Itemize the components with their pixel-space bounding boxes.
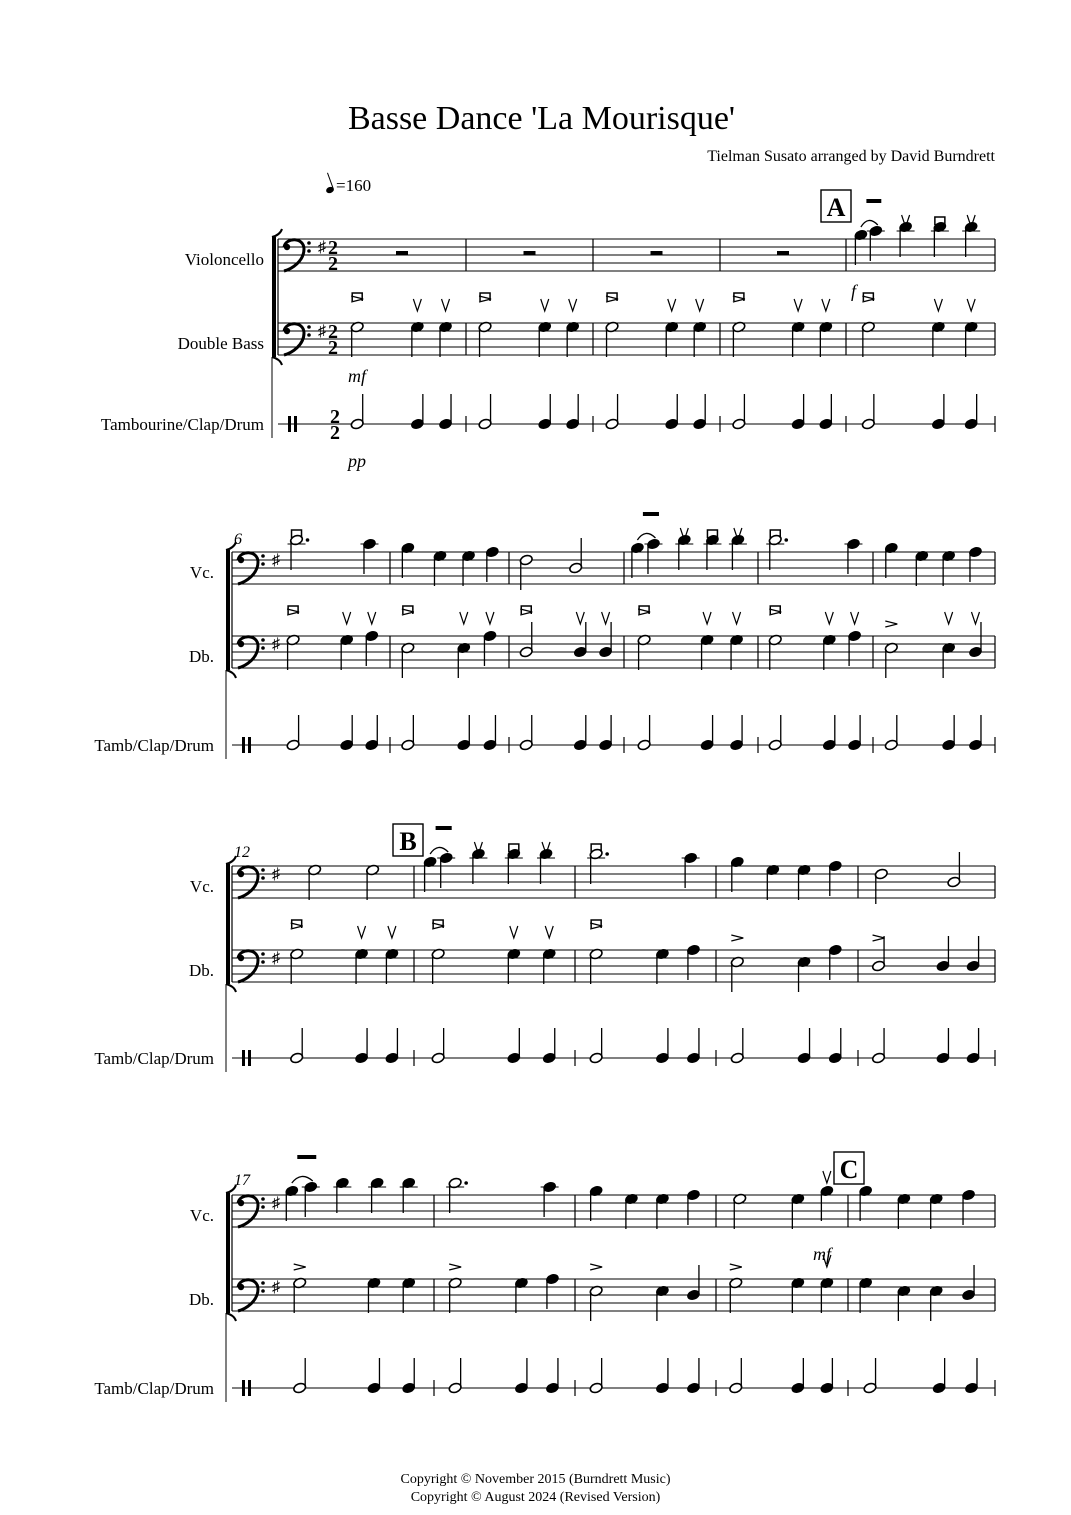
- key-signature-sharp: ♯: [272, 1195, 280, 1212]
- bass-clef-dot: [261, 638, 265, 642]
- percussion-clef-icon: [242, 737, 245, 753]
- bass-clef-dot: [261, 646, 265, 650]
- accent-icon: [606, 296, 618, 302]
- instrument-label-bass: Db.: [188, 647, 214, 666]
- accent-icon: [351, 296, 363, 302]
- bass-clef-dot: [238, 557, 244, 563]
- rehearsal-mark-B: B: [399, 827, 417, 856]
- copyright-line-1: Copyright © November 2015 (Burndrett Music): [400, 1472, 671, 1487]
- up-bow-icon: [823, 1171, 831, 1183]
- bracket-hook: [226, 984, 236, 992]
- up-bow-icon: [460, 612, 468, 624]
- bass-clef-dot: [261, 554, 265, 558]
- bracket-hook: [226, 670, 236, 678]
- copyright-line-2: Copyright © August 2024 (Revised Version): [410, 1490, 661, 1505]
- time-signature-numerator: 2: [328, 321, 338, 343]
- dot-icon: [605, 852, 609, 856]
- slur: [637, 533, 655, 540]
- time-signature-denominator: 2: [328, 337, 338, 359]
- accent-icon: [862, 296, 874, 302]
- accent-icon: [730, 1264, 742, 1270]
- system-bracket: [226, 550, 230, 670]
- bass-clef-dot: [238, 1200, 244, 1206]
- up-bow-icon: [703, 612, 711, 624]
- instrument-label-percussion: Tamb/Clap/Drum: [94, 1379, 214, 1398]
- bass-clef-dot: [261, 1205, 265, 1209]
- up-bow-icon: [794, 299, 802, 311]
- whole-rest-icon: [651, 251, 663, 255]
- percussion-clef-icon: [248, 737, 251, 753]
- bass-clef-dot: [307, 249, 311, 253]
- bracket-hook: [226, 1313, 236, 1321]
- instrument-label-percussion: Tambourine/Clap/Drum: [100, 415, 264, 434]
- bass-clef-dot: [284, 244, 290, 250]
- up-bow-icon: [934, 299, 942, 311]
- bass-clef-dot: [261, 562, 265, 566]
- slur: [861, 220, 878, 227]
- time-signature-denominator: 2: [328, 253, 338, 275]
- instrument-label-cello: Vc.: [189, 877, 214, 896]
- whole-rest-icon: [777, 251, 789, 255]
- up-bow-icon: [343, 612, 351, 624]
- measure-number: 6: [234, 531, 242, 548]
- system-bracket: [272, 237, 276, 357]
- accent-icon: [885, 621, 897, 627]
- bass-clef-dot: [261, 960, 265, 964]
- percussion-clef-icon: [294, 416, 297, 432]
- bass-clef-dot: [261, 876, 265, 880]
- measure-number: 17: [234, 1172, 250, 1189]
- up-bow-icon: [945, 612, 953, 624]
- system-bracket: [226, 864, 230, 984]
- accent-icon: [294, 1264, 306, 1270]
- accent-icon: [638, 609, 650, 615]
- rehearsal-mark-C: C: [839, 1155, 859, 1184]
- accent-icon: [287, 609, 299, 615]
- accent-icon: [449, 1264, 461, 1270]
- accent-icon: [291, 923, 303, 929]
- bass-clef-dot: [238, 1284, 244, 1290]
- up-bow-icon: [668, 299, 676, 311]
- accent-icon: [590, 1264, 602, 1270]
- percussion-clef-icon: [242, 1380, 245, 1396]
- dot-icon: [784, 538, 788, 542]
- bass-clef-dot: [261, 1289, 265, 1293]
- bass-clef-dot: [238, 955, 244, 961]
- dynamic-pp: pp: [348, 451, 366, 471]
- bass-clef-dot: [238, 871, 244, 877]
- key-signature-sharp: ♯: [272, 636, 280, 653]
- percussion-clef-icon: [288, 416, 291, 432]
- percussion-clef-icon: [248, 1380, 251, 1396]
- accent-icon: [731, 935, 743, 941]
- up-bow-icon: [971, 612, 979, 624]
- key-signature-sharp: ♯: [272, 552, 280, 569]
- up-bow-icon: [822, 299, 830, 311]
- up-bow-icon: [545, 926, 553, 938]
- up-bow-icon: [388, 926, 396, 938]
- bass-clef-dot: [307, 241, 311, 245]
- percussion-clef-icon: [248, 1050, 251, 1066]
- key-signature-sharp: ♯: [318, 239, 326, 256]
- up-bow-icon: [413, 299, 421, 311]
- slur: [292, 1176, 313, 1183]
- whole-rest-icon: [524, 251, 536, 255]
- time-signature-numerator: 2: [330, 406, 340, 428]
- instrument-label-bass: Db.: [188, 961, 214, 980]
- accent-icon: [733, 296, 745, 302]
- bass-clef-dot: [307, 325, 311, 329]
- percussion-clef-icon: [242, 1050, 245, 1066]
- dot-icon: [464, 1181, 468, 1185]
- key-signature-sharp: ♯: [272, 866, 280, 883]
- up-bow-icon: [442, 299, 450, 311]
- composer-credit: Tielman Susato arranged by David Burndrett: [707, 148, 995, 165]
- up-bow-icon: [696, 299, 704, 311]
- rehearsal-mark-A: A: [826, 193, 846, 222]
- accent-icon: [432, 923, 444, 929]
- copyright-footer: [0, 1471, 1071, 1507]
- accent-icon: [590, 923, 602, 929]
- accent-icon: [769, 609, 781, 615]
- bass-clef-dot: [261, 868, 265, 872]
- dynamic-mf: mf: [813, 1244, 831, 1264]
- bass-clef-dot: [261, 1281, 265, 1285]
- bracket-hook: [272, 229, 282, 237]
- bass-clef-dot: [284, 328, 290, 334]
- instrument-label-cello: Vc.: [189, 563, 214, 582]
- up-bow-icon: [733, 612, 741, 624]
- slur: [430, 847, 448, 854]
- measure-number: 12: [234, 844, 250, 861]
- up-bow-icon: [576, 612, 584, 624]
- accent-icon: [402, 609, 414, 615]
- up-bow-icon: [358, 926, 366, 938]
- bass-clef-dot: [238, 641, 244, 647]
- dynamic-mf: mf: [348, 366, 366, 386]
- key-signature-sharp: ♯: [272, 950, 280, 967]
- accent-icon: [479, 296, 491, 302]
- dynamic-f: f: [851, 281, 857, 301]
- accent-icon: [520, 609, 532, 615]
- instrument-label-bass: Db.: [188, 1290, 214, 1309]
- instrument-label-percussion: Tamb/Clap/Drum: [94, 1049, 214, 1068]
- key-signature-sharp: ♯: [318, 323, 326, 340]
- whole-rest-icon: [396, 251, 408, 255]
- dot-icon: [306, 538, 310, 542]
- bass-clef-dot: [261, 952, 265, 956]
- up-bow-icon: [486, 612, 494, 624]
- up-bow-icon: [851, 612, 859, 624]
- accent-icon: [873, 935, 885, 941]
- system-bracket: [226, 1193, 230, 1313]
- bracket-hook: [272, 357, 282, 365]
- key-signature-sharp: ♯: [272, 1279, 280, 1296]
- instrument-label-bass: Double Bass: [177, 334, 264, 353]
- instrument-label-cello: Vc.: [189, 1206, 214, 1225]
- instrument-label-cello: Violoncello: [184, 250, 264, 269]
- up-bow-icon: [967, 299, 975, 311]
- time-signature-denominator: 2: [330, 422, 340, 444]
- score-title: Basse Dance 'La Mourisque': [347, 100, 736, 137]
- up-bow-icon: [825, 612, 833, 624]
- tempo-value: =160: [336, 176, 372, 195]
- up-bow-icon: [602, 612, 610, 624]
- up-bow-icon: [569, 299, 577, 311]
- up-bow-icon: [541, 299, 549, 311]
- time-signature-numerator: 2: [328, 237, 338, 259]
- up-bow-icon: [510, 926, 518, 938]
- bass-clef-dot: [307, 333, 311, 337]
- up-bow-icon: [368, 612, 376, 624]
- bass-clef-dot: [261, 1197, 265, 1201]
- instrument-label-percussion: Tamb/Clap/Drum: [94, 736, 214, 755]
